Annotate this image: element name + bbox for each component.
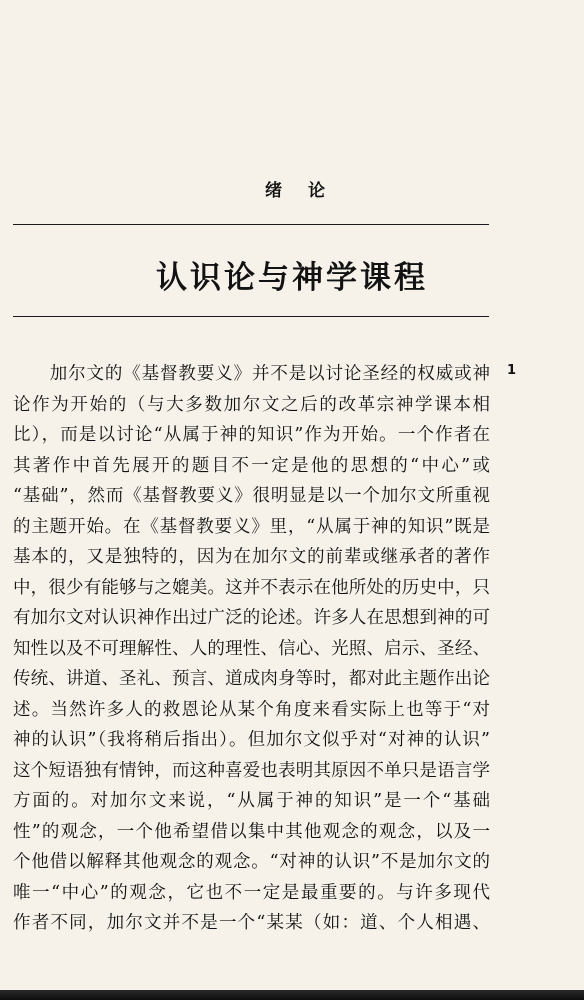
body-line: 有加尔文对认识神作出过广泛的论述。许多人在思想到神的可 — [13, 608, 490, 628]
body-line: 这个短语独有情钟，而这种喜爱也表明其原因不单只是语言学 — [13, 760, 490, 781]
body-line: 论作为开始的（与大多数加尔文之后的改革宗神学课本相 — [13, 394, 490, 415]
body-line: 其著作中首先展开的题目不一定是他的思想的“中心”或 — [13, 455, 490, 476]
body-line: 唯一“中心”的观念，它也不一定是最重要的。与许多现代 — [13, 882, 490, 903]
scan-bottom-edge — [0, 990, 584, 1000]
body-line: 传统、讲道、圣礼、预言、道成肉身等时，都对此主题作出论 — [13, 669, 490, 689]
margin-page-number: 1 — [507, 363, 517, 378]
body-line: “基础”，然而《基督教要义》很明显是以一个加尔文所重视 — [13, 486, 490, 506]
chapter-title: 认识论与神学课程 — [156, 260, 428, 296]
body-line: 中，很少有能够与之媲美。这并不表示在他所处的历史中，只 — [13, 577, 490, 598]
body-line: 作者不同，加尔文并不是一个“某某（如：道、个人相遇、 — [13, 913, 490, 933]
body-line: 述。当然许多人的救恩论从某个角度来看实际上也等于“对 — [13, 699, 490, 720]
body-line: 加尔文的《基督教要义》并不是以讨论圣经的权威或神 — [13, 364, 490, 384]
top-rule — [13, 224, 489, 225]
body-line: 的主题开始。在《基督教要义》里，“从属于神的知识”既是 — [13, 516, 490, 537]
body-line: 基本的，又是独特的，因为在加尔文的前辈或继承者的著作 — [13, 547, 490, 567]
bottom-rule — [13, 316, 489, 317]
body-line: 个他借以解释其他观念的观念。“对神的认识”不是加尔文的 — [13, 852, 490, 872]
body-line: 神的认识”（我将稍后指出）。但加尔文似乎对“对神的认识” — [13, 730, 490, 750]
body-line: 知性以及不可理解性、人的理性、信心、光照、启示、圣经、 — [13, 638, 490, 659]
body-text — [13, 359, 490, 939]
body-line: 方面的。对加尔文来说，“从属于神的知识”是一个“基础 — [13, 791, 490, 811]
body-line: 比），而是以讨论“从属于神的知识”作为开始。一个作者在 — [13, 425, 490, 445]
section-label: 绪 论 — [265, 181, 335, 201]
body-line: 性”的观念，一个他希望借以集中其他观念的观念，以及一 — [13, 821, 490, 842]
